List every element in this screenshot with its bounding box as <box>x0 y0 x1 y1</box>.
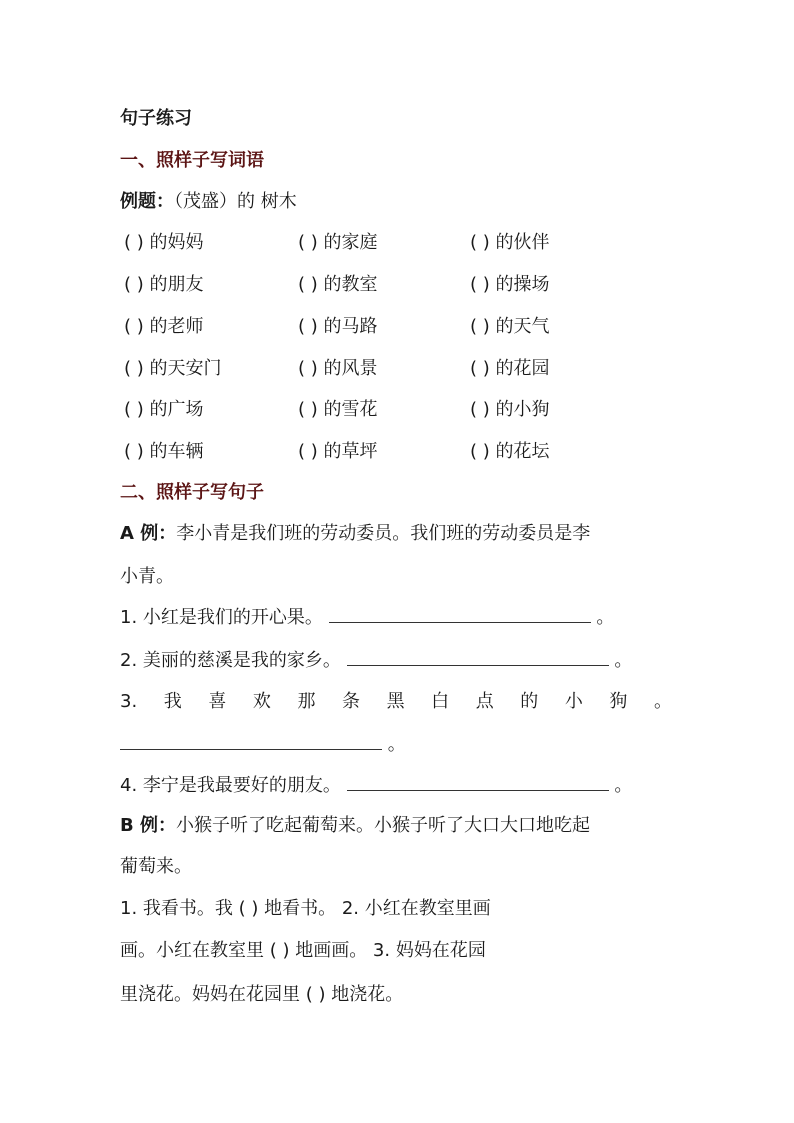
exercise-b-line1: 1. 我看书。我 ( ) 地看书。 2. 小红在教室里画 <box>120 898 491 919</box>
char: 3. <box>120 691 138 712</box>
exercise-b-line3: 里浇花。妈妈在花园里 ( ) 地浇花。 <box>120 984 404 1005</box>
grid-cell: ( ) 的风景 <box>298 358 378 379</box>
char: 我 <box>163 691 182 712</box>
answer-line[interactable] <box>329 606 591 623</box>
exercise-a2-text: 2. 美丽的慈溪是我的家乡。 <box>120 650 341 671</box>
example-label: 例题： <box>120 191 174 212</box>
grid-cell: ( ) 的小狗 <box>470 399 550 420</box>
char: 点 <box>475 691 494 712</box>
char: 的 <box>520 691 539 712</box>
char: 欢 <box>252 691 271 712</box>
section2-heading: 二、照样子写句子 <box>120 482 264 503</box>
grid-cell: ( ) 的雪花 <box>298 399 378 420</box>
example-a-line1 <box>120 522 590 546</box>
grid-cell: ( ) 的教室 <box>298 274 378 295</box>
example-a-line2: 小青。 <box>120 566 174 587</box>
grid-cell: ( ) 的天气 <box>470 316 550 337</box>
grid-cell: ( ) 的天安门 <box>124 358 222 379</box>
exercise-a1-text: 1. 小红是我们的开心果。 <box>120 607 323 628</box>
char: 白 <box>431 691 450 712</box>
grid-cell: ( ) 的草坪 <box>298 441 378 462</box>
exercise-a3 <box>120 690 672 714</box>
period: 。 <box>387 734 406 755</box>
grid-cell: ( ) 的妈妈 <box>124 232 204 253</box>
period: 。 <box>614 775 633 796</box>
answer-line[interactable] <box>120 733 382 750</box>
example-b-label: B 例： <box>120 815 176 836</box>
grid-cell: ( ) 的花坛 <box>470 441 550 462</box>
period: 。 <box>614 650 633 671</box>
answer-line[interactable] <box>347 649 609 666</box>
page-title: 句子练习 <box>120 108 192 129</box>
char: 条 <box>342 691 360 712</box>
grid-cell: ( ) 的朋友 <box>124 274 204 295</box>
example-b-line1 <box>120 814 590 838</box>
grid-cell: ( ) 的老师 <box>124 316 204 337</box>
exercise-b-line2: 画。小红在教室里 ( ) 地画画。 3. 妈妈在花园 <box>120 940 486 961</box>
grid-cell: ( ) 的操场 <box>470 274 550 295</box>
example-b-line2: 葡萄来。 <box>120 856 192 877</box>
char: 喜 <box>208 691 227 712</box>
grid-cell: ( ) 的伙伴 <box>470 232 550 253</box>
example-a-label: A 例： <box>120 523 177 544</box>
exercise-a2 <box>120 649 632 673</box>
period: 。 <box>596 607 615 628</box>
example-text: （茂盛）的 树木 <box>174 191 297 212</box>
grid-cell: ( ) 的车辆 <box>124 441 204 462</box>
char: 狗 <box>609 691 628 712</box>
section1-heading: 一、照样子写词语 <box>120 150 264 171</box>
exercise-a4-text: 4. 李宁是我最要好的朋友。 <box>120 775 341 796</box>
grid-cell: ( ) 的花园 <box>470 358 550 379</box>
exercise-a1 <box>120 606 614 630</box>
char: 小 <box>564 691 583 712</box>
grid-cell: ( ) 的家庭 <box>298 232 378 253</box>
char: 那 <box>297 691 316 712</box>
answer-line[interactable] <box>347 774 609 791</box>
example-row <box>120 190 297 214</box>
grid-cell: ( ) 的马路 <box>298 316 378 337</box>
example-b-text: 小猴子听了吃起葡萄来。小猴子听了大口大口地吃起 <box>176 815 590 836</box>
exercise-a4 <box>120 774 632 798</box>
example-a-text: 李小青是我们班的劳动委员。我们班的劳动委员是李 <box>176 523 591 544</box>
grid-cell: ( ) 的广场 <box>124 399 204 420</box>
char: 黑 <box>386 691 405 712</box>
exercise-a3-answer <box>120 733 406 757</box>
char: 。 <box>653 691 672 712</box>
